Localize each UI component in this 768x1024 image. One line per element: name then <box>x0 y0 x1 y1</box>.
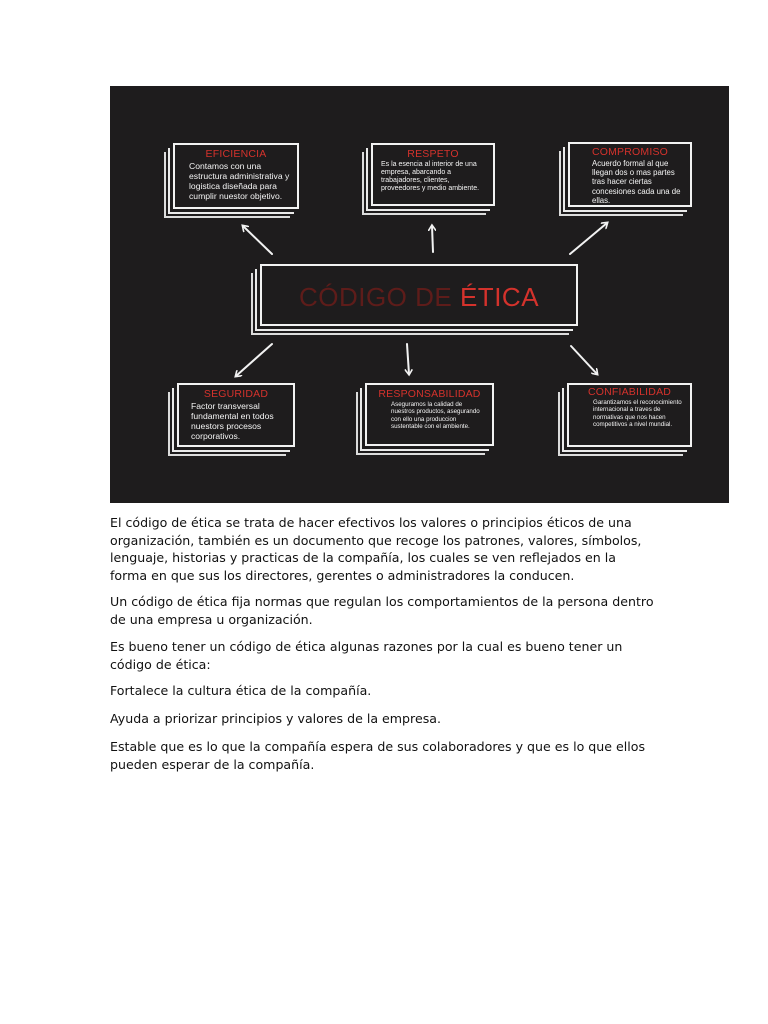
box-text: Es la esencia al interior de una empresa, abarcando a trabajadores, clientes, proveedores y medio ambiente. <box>381 161 480 192</box>
box-text: Acuerdo formal al que llegan dos o mas partes tras hacer ciertas concesiones cada una de ellas. <box>592 159 681 205</box>
center-title-part1: CÓDIGO DE <box>298 282 460 312</box>
arrow-confiabilidad <box>571 346 597 374</box>
box-title: COMPROMISO <box>591 146 669 158</box>
box-respeto <box>371 143 495 206</box>
codigo-etica-diagram <box>110 86 729 503</box>
center-title-part2: ÉTICA <box>459 282 540 312</box>
arrow-seguridad <box>236 344 272 376</box>
paragraph-norms: Un código de ética fija normas que regulan los comportamientos de la persona dentro de una empresa u organización. <box>110 594 654 627</box>
paragraph-reasons: Es bueno tener un código de ética algunas razones por la cual es bueno tener un código de ética: <box>110 639 623 672</box>
paragraph-reason-2: Ayuda a priorizar principios y valores de la empresa. <box>110 711 441 726</box>
arrow-eficiencia <box>243 226 272 254</box>
paragraph-reason-3: Estable que es lo que la compañía espera de sus colaboradores y que es lo que ellos pueden esperar de la compañía. <box>110 739 646 772</box>
arrow-compromiso <box>570 223 607 254</box>
box-text: Aseguramos la calidad de nuestros productos, asegurando con ello una produccion sustentable con el ambiente. <box>391 401 480 431</box>
box-compromiso <box>568 142 692 207</box>
center-title <box>262 282 576 312</box>
box-title: EFICIENCIA <box>205 148 267 160</box>
arrow-respeto <box>432 226 433 252</box>
box-title: SEGURIDAD <box>203 388 269 400</box>
box-title: RESPETO <box>407 148 459 160</box>
center-title-box <box>260 264 578 326</box>
box-text: Factor transversal fundamental en todos nuestors procesos corporativos. <box>191 401 274 441</box>
box-title: RESPONSABILIDAD <box>378 388 481 400</box>
box-text: Contamos con una estructura administrativa y logistica diseñada para cumplir nuestor objetivo. <box>189 161 290 201</box>
box-confiabilidad <box>567 383 692 447</box>
paragraph-reason-1: Fortalece la cultura ética de la compañía. <box>110 683 372 698</box>
box-eficiencia <box>173 143 299 209</box>
box-text: Garantizamos el reconocimiento internacional a traves de normativas que nos hacen competitivos a nivel mundial. <box>593 399 682 429</box>
arrow-responsabilidad <box>407 344 409 374</box>
paragraph-definition: El código de ética se trata de hacer efectivos los valores o principios éticos de una organización, también es un documento que recoge los patrones, valores, símbolos, lenguaje, historias y practicas de la compañía, los cuales se ven reflejados en la forma en que sus los directores, gerentes o administradores la conducen. <box>110 515 642 583</box>
box-seguridad <box>177 383 295 447</box>
box-responsabilidad <box>365 383 494 446</box>
box-title: CONFIABILIDAD <box>587 386 672 398</box>
